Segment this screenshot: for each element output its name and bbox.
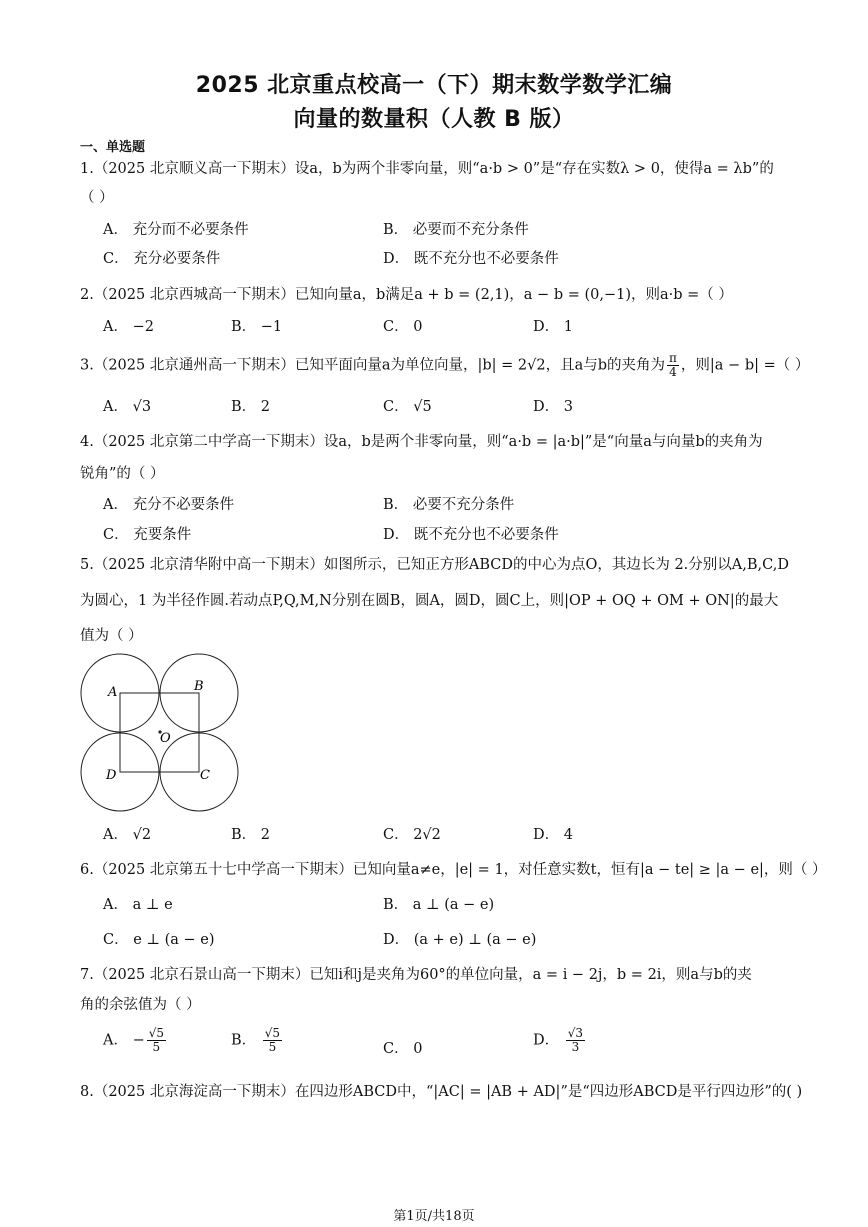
q1-option-a: A． 充分而不必要条件 bbox=[103, 222, 249, 238]
q7-stem: 7.（2025 北京石景山高一下期末）已知i和j是夹角为60°的单位向量，a = i − 2j，b = 2i，则a与b的夹 bbox=[80, 967, 752, 983]
q3-frac-num: π bbox=[669, 351, 677, 365]
q7-option-d-prefix: D． bbox=[533, 1032, 564, 1049]
q8-stem: 8.（2025 北京海淀高一下期末）在四边形ABCD中，“|AC| = |AB + AD|”是“四边形ABCD是平行四边形”的( ) bbox=[80, 1084, 803, 1100]
q7-d-den: 3 bbox=[571, 1040, 580, 1054]
q5-stem: 5.（2025 北京清华附中高一下期末）如图所示，已知正方形ABCD的中心为点O，其边长为 2.分别以A,B,C,D bbox=[80, 557, 789, 573]
q7-a-den: 5 bbox=[152, 1040, 161, 1054]
q3-stem-part2: ，则|a − b| =（ ） bbox=[680, 357, 810, 374]
q6-option-a: A． a ⊥ e bbox=[103, 897, 173, 913]
q3-frac-den: 4 bbox=[669, 365, 677, 379]
q1-stem: 1.（2025 北京顺义高一下期末）设a，b为两个非零向量，则“a·b > 0”是“存在实数λ > 0，使得a = λb”的 bbox=[80, 161, 774, 177]
q7-option-d-fraction bbox=[566, 1027, 585, 1054]
q4-option-b: B． 必要不充分条件 bbox=[383, 497, 515, 513]
q3-stem bbox=[80, 352, 809, 379]
q4-stem: 4.（2025 北京第二中学高一下期末）设a，b是两个非零向量，则“a·b = |a·b|”是“向量a与向量b的夹角为 bbox=[80, 434, 763, 450]
label-c: C bbox=[200, 768, 210, 783]
q2-option-b: B． −1 bbox=[231, 319, 283, 335]
page-footer: 第1页/共18页 bbox=[393, 1209, 475, 1224]
label-b: B bbox=[194, 679, 204, 694]
q5-option-b: B． 2 bbox=[231, 827, 270, 843]
q4-option-c: C． 充要条件 bbox=[103, 527, 192, 543]
q6-stem: 6.（2025 北京第五十七中学高一下期末）已知向量a≠e，|e| = 1，对任意实数t，恒有|a − te| ≥ |a − e|，则（ ） bbox=[80, 862, 827, 878]
q7-a-num: √5 bbox=[148, 1026, 165, 1040]
q5-option-c: C． 2√2 bbox=[383, 827, 441, 843]
q1-option-d: D． 既不充分也不必要条件 bbox=[383, 251, 559, 267]
section-heading: 一、单选题 bbox=[80, 140, 146, 155]
document-title: 2025 北京重点校高一（下）期末数学数学汇编 bbox=[195, 73, 673, 98]
q2-stem: 2.（2025 北京西城高一下期末）已知向量a，b满足a + b = (2,1)，a − b = (0,−1)，则a·b =（ ） bbox=[80, 287, 733, 303]
q7-option-a bbox=[103, 1027, 168, 1054]
q6-option-b: B． a ⊥ (a − e) bbox=[383, 897, 495, 913]
label-a: A bbox=[108, 685, 118, 700]
q3-option-b: B． 2 bbox=[231, 399, 270, 415]
q1-option-b: B． 必要而不充分条件 bbox=[383, 222, 529, 238]
q3-angle-fraction bbox=[667, 352, 679, 379]
q3-option-d: D． 3 bbox=[533, 399, 573, 415]
q7-stem-cont: 角的余弦值为（ ） bbox=[80, 997, 201, 1013]
label-o: O bbox=[160, 731, 171, 746]
q7-option-b-fraction bbox=[263, 1027, 282, 1054]
document-subtitle: 向量的数量积（人教 B 版） bbox=[293, 107, 575, 132]
q7-option-d bbox=[533, 1027, 587, 1054]
q7-option-b-prefix: B． bbox=[231, 1032, 261, 1049]
q7-option-c: C． 0 bbox=[383, 1041, 423, 1057]
q3-stem-part1: 3.（2025 北京通州高一下期末）已知平面向量a为单位向量，|b| = 2√2，且a与b的夹角为 bbox=[80, 357, 666, 374]
q7-option-a-fraction bbox=[147, 1027, 166, 1054]
q1-stem-cont: （ ） bbox=[80, 190, 114, 206]
q2-option-d: D． 1 bbox=[533, 319, 573, 335]
q3-option-a: A． √3 bbox=[103, 399, 152, 415]
q7-option-a-prefix: A． − bbox=[103, 1032, 145, 1049]
q7-b-den: 5 bbox=[268, 1040, 277, 1054]
q4-option-a: A． 充分不必要条件 bbox=[103, 497, 235, 513]
q4-option-d: D． 既不充分也不必要条件 bbox=[383, 527, 559, 543]
q5-option-d: D． 4 bbox=[533, 827, 573, 843]
q2-option-c: C． 0 bbox=[383, 319, 423, 335]
q2-option-a: A． −2 bbox=[103, 319, 154, 335]
q3-option-c: C． √5 bbox=[383, 399, 432, 415]
q7-d-num: √3 bbox=[567, 1026, 584, 1040]
q5-stem-cont: 为圆心，1 为半径作圆.若动点P,Q,M,N分别在圆B，圆A，圆D，圆C上，则|OP + OQ + OM + ON|的最大 bbox=[80, 593, 779, 609]
q6-option-d: D． (a + e) ⊥ (a − e) bbox=[383, 932, 537, 948]
q5-figure bbox=[78, 652, 242, 812]
q5-stem-cont2: 值为（ ） bbox=[80, 628, 143, 644]
label-d: D bbox=[106, 768, 117, 783]
q7-option-b bbox=[231, 1027, 284, 1054]
q7-b-num: √5 bbox=[264, 1026, 281, 1040]
q1-option-c: C． 充分必要条件 bbox=[103, 251, 221, 267]
q4-stem-cont: 锐角”的（ ） bbox=[80, 466, 165, 482]
q5-option-a: A． √2 bbox=[103, 827, 152, 843]
q6-option-c: C． e ⊥ (a − e) bbox=[103, 932, 215, 948]
